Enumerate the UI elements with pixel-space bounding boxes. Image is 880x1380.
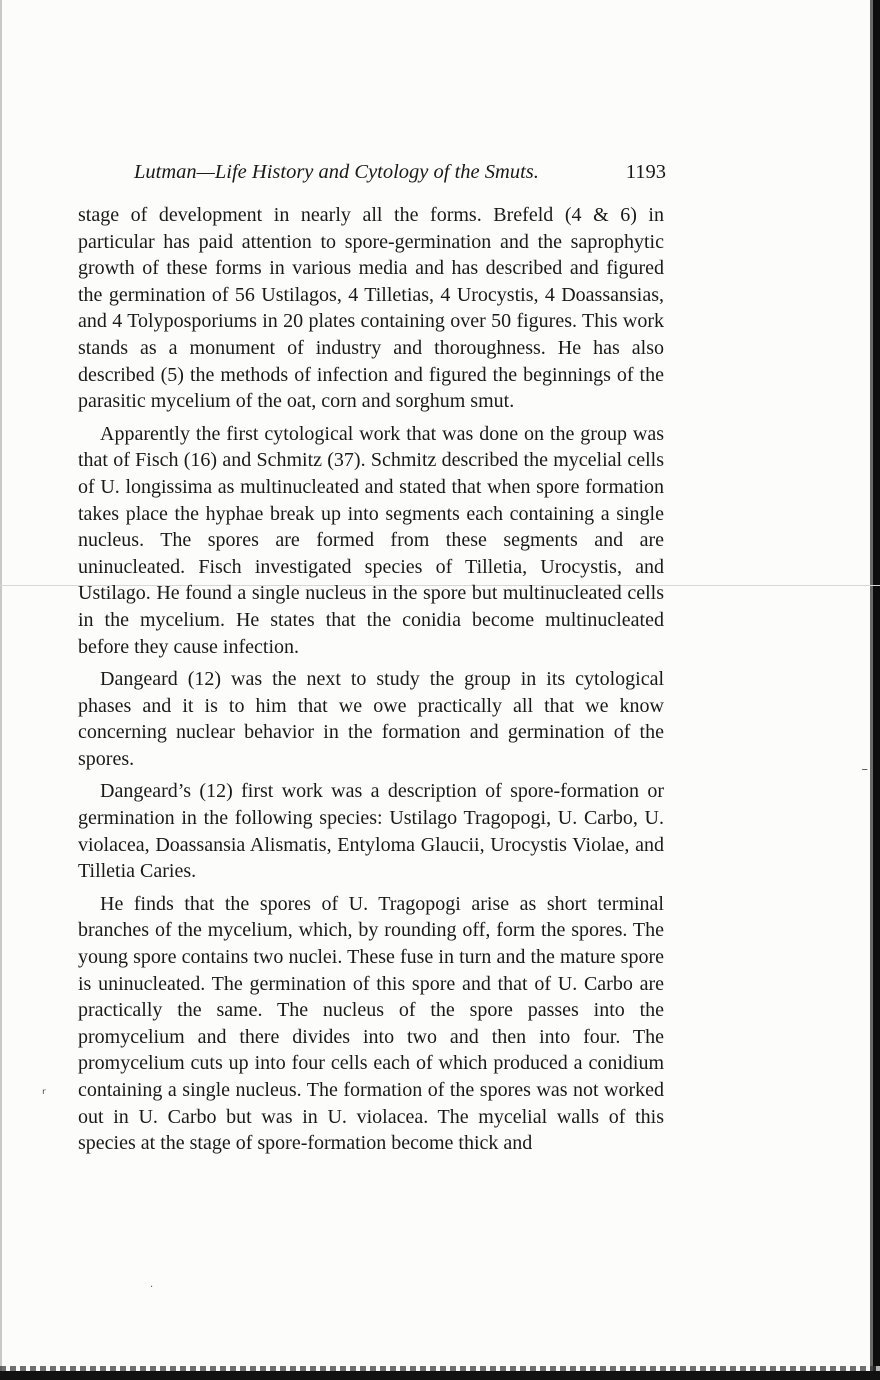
scan-right-edge (873, 0, 880, 1380)
scan-bottom-edge (0, 1371, 880, 1380)
page-number: 1193 (625, 161, 666, 183)
margin-tick-mark: ʳ (42, 1085, 46, 1103)
margin-dot-mark: · (150, 1282, 154, 1293)
running-head (134, 158, 666, 186)
body-text (78, 202, 664, 1163)
running-title: Lutman—Life History and Cytology of the Smuts. (134, 161, 539, 183)
paragraph: stage of development in nearly all the forms. Brefeld (4 & 6) in particular has paid attention to spore-germination and the saprophytic growth of these forms in various media and has described and figured the germination of 56 Ustilagos, 4 Tilletias, 4 Urocystis, 4 Doassansias, and 4 Tolyposporiums in 20 plates containing over 50 figures. This work stands as a monument of industry and thoroughness. He has also described (5) the methods of infection and figured the beginnings of the parasitic mycelium of the oat, corn and sorghum smut. (78, 204, 664, 413)
paragraph: Apparently the first cytological work that was done on the group was that of Fisch (16) and Schmitz (37). Schmitz described the mycelial cells of U. longissima as multinucleated and stated that when spore formation takes place the hyphae break up into segments each containing a single nucleus. The spores are formed from these segments and are uninucleated. Fisch investigated species of Tilletia, Urocystis, and Ustilago. He found a single nucleus in the spore but multinucleated cells in the mycelium. He states that the conidia become multinucleated before they cause infection. (78, 422, 664, 658)
scan-left-edge (0, 0, 2, 1380)
margin-dash-mark: – (861, 762, 868, 777)
paragraph: He finds that the spores of U. Tragopogi arise as short terminal branches of the mycelium, which, by rounding off, form the spores. The young spore contains two nuclei. These fuse in turn and the mature spore is uninucleated. The germination of this spore and that of U. Carbo are practically the same. The nucleus of the spore passes into the promycelium and there divides into two and then into four. The promycelium cuts up into four cells each of which produced a conidium containing a single nucleus. The formation of the spores was not worked out in U. Carbo but was in U. violacea. The mycelial walls of this species at the stage of spore-formation become thick and (78, 892, 664, 1155)
paragraph: Dangeard (12) was the next to study the group in its cytological phases and it is to him that we owe practically all that we know concerning nuclear behavior in the formation and germination of the spores. (78, 668, 664, 770)
paragraph: Dangeard’s (12) first work was a description of spore-formation or germination in the following species: Ustilago Tragopogi, U. Carbo, U. violacea, Doassansia Alismatis, Entyloma Glaucii, Urocystis Violae, and Tilletia Caries. (78, 780, 664, 883)
